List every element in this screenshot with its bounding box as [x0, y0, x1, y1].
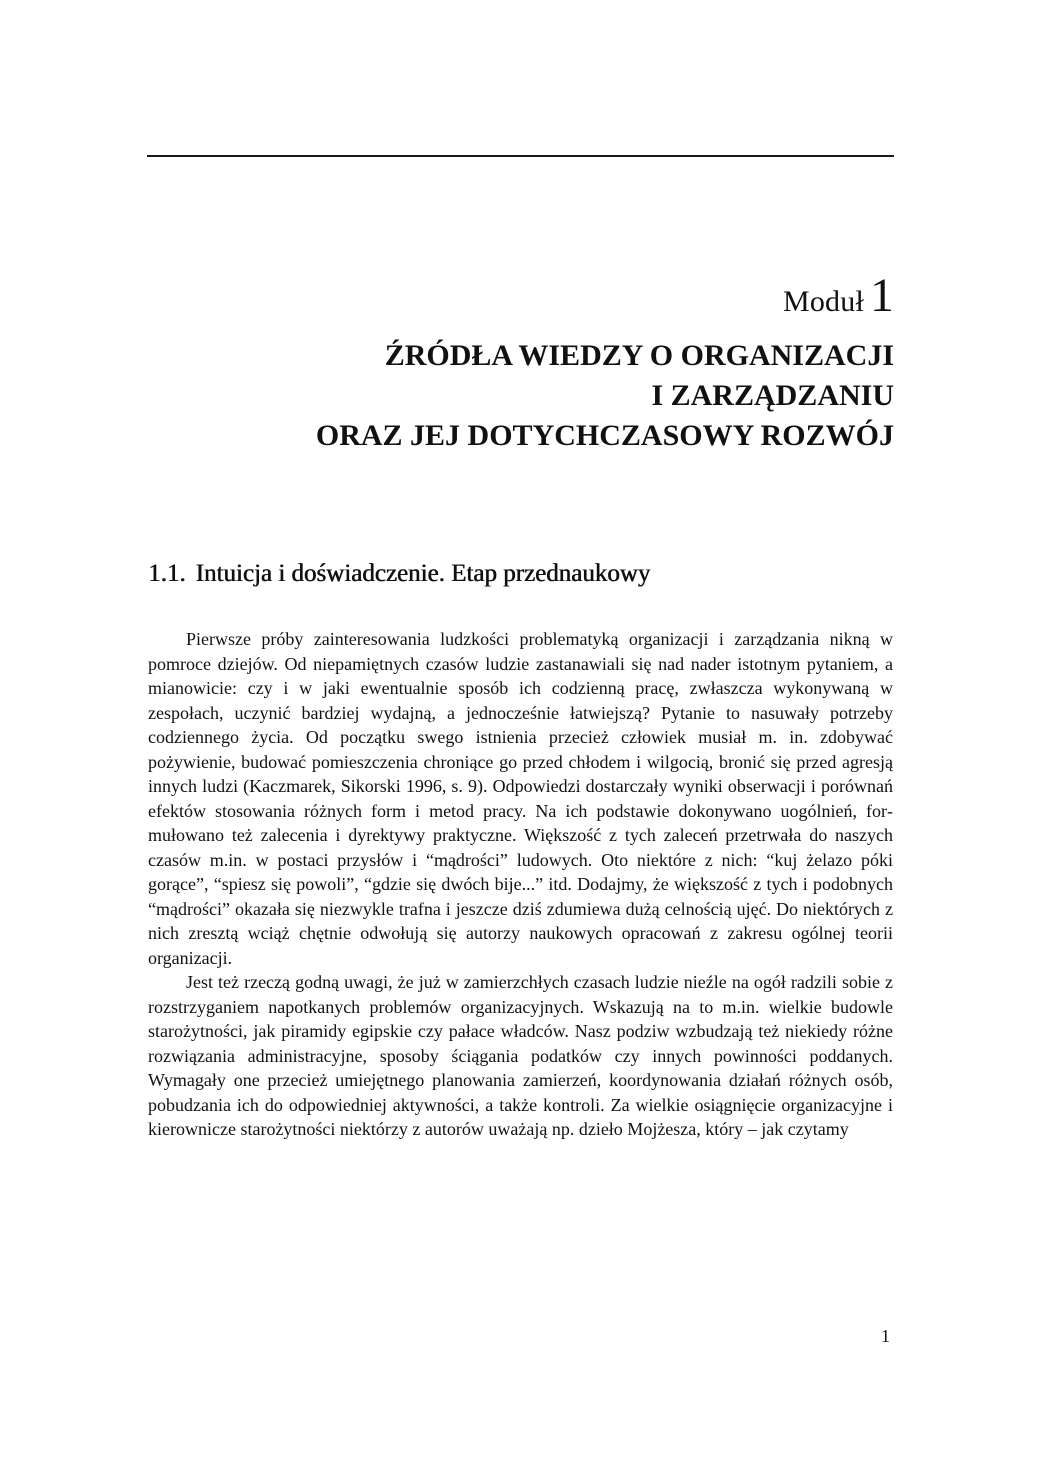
body-text — [148, 627, 893, 1142]
section-number: 1.1. — [148, 560, 186, 587]
paragraph: Pierwsze próby zainteresowania ludzkości problematyką organizacji i zarządzania nikną w pomroce dziejów. Od niepamiętnych czasów ludzie zastanawiali się nad nader istotnym pytaniem, a mianowicie: czy i w jaki ewentualnie sposób ich codzienną pracę, zwłaszcza wykonywaną w zespołach, uczynić bardziej wydajną, a jednocześnie łatwiejszą? Pytanie to nasuwały potrzeby codziennego życia. Od początku swego istnienia przecież człowiek musiał m. in. zdobywać pożywienie, budować pomieszczenia chroniące go przed chłodem i wilgocią, bronić się przed agresją innych ludzi (Kaczmarek, Sikorski 1996, s. 9). Odpowiedzi dostarczały wyniki obserwacji i porównań efektów stosowania różnych form i metod pracy. Na ich podstawie dokonywano uogólnień, formułowano też zalecenia i dyrektywy praktyczne. Większość z tych zaleceń przetrwała do naszych czasów m.in. w postaci przysłów i “mądrości” ludowych. Oto niektóre z nich: “kuj żelazo póki gorące”, “spiesz się powoli”, “gdzie się dwóch bije...” itd. Dodajmy, że większość z tych i podobnych “mądrości” okazała się niezwykle trafna i jeszcze dziś zdumiewa dużą celnością ujęć. Do niektórych z nich zresztą wciąż chętnie odwołują się autorzy naukowych opracowań z zakresu ogólnej teorii organizacji. — [148, 629, 893, 968]
header-rule — [147, 155, 894, 157]
page-number: 1 — [881, 1326, 890, 1346]
paragraph: Jest też rzeczą godną uwagi, że już w zamierzchłych czasach ludzie nieźle na ogół radzili sobie z rozstrzyganiem napotkanych problemów organizacyjnych. Wskazują na to m.in. wielkie budowle starożytności, jak piramidy egipskie czy pałace władców. Nasz podziw wzbudzają też niekiedy różne rozwiązania administracyjne, sposoby ściągania podatków czy innych powinności poddanych. Wymagały one przecież umiejętnego planowania zamierzeń, koordynowania działań różnych osób, pobudzania ich do odpowiedniej aktywności, a także kontroli. Za wielkie osiągnięcie organizacyjne i kierownicze starożytności niektórzy z autorów uważają np. dzieło Mojżesza, który – jak czytamy — [148, 972, 893, 1139]
chapter-title-line-1: ŹRÓDŁA WIEDZY O ORGANIZACJI — [384, 339, 894, 372]
chapter-title — [316, 336, 894, 456]
chapter-title-line-3: ORAZ JEJ DOTYCHCZASOWY ROZWÓJ — [315, 419, 894, 452]
section-title: Intuicja i doświadczenie. Etap przednaukowy — [195, 560, 651, 587]
module-number: 1 — [870, 269, 894, 322]
chapter-title-line-2: I ZARZĄDZANIU — [651, 379, 894, 412]
module-label — [783, 268, 894, 323]
module-word: Moduł — [782, 285, 864, 318]
section-heading — [148, 560, 650, 588]
